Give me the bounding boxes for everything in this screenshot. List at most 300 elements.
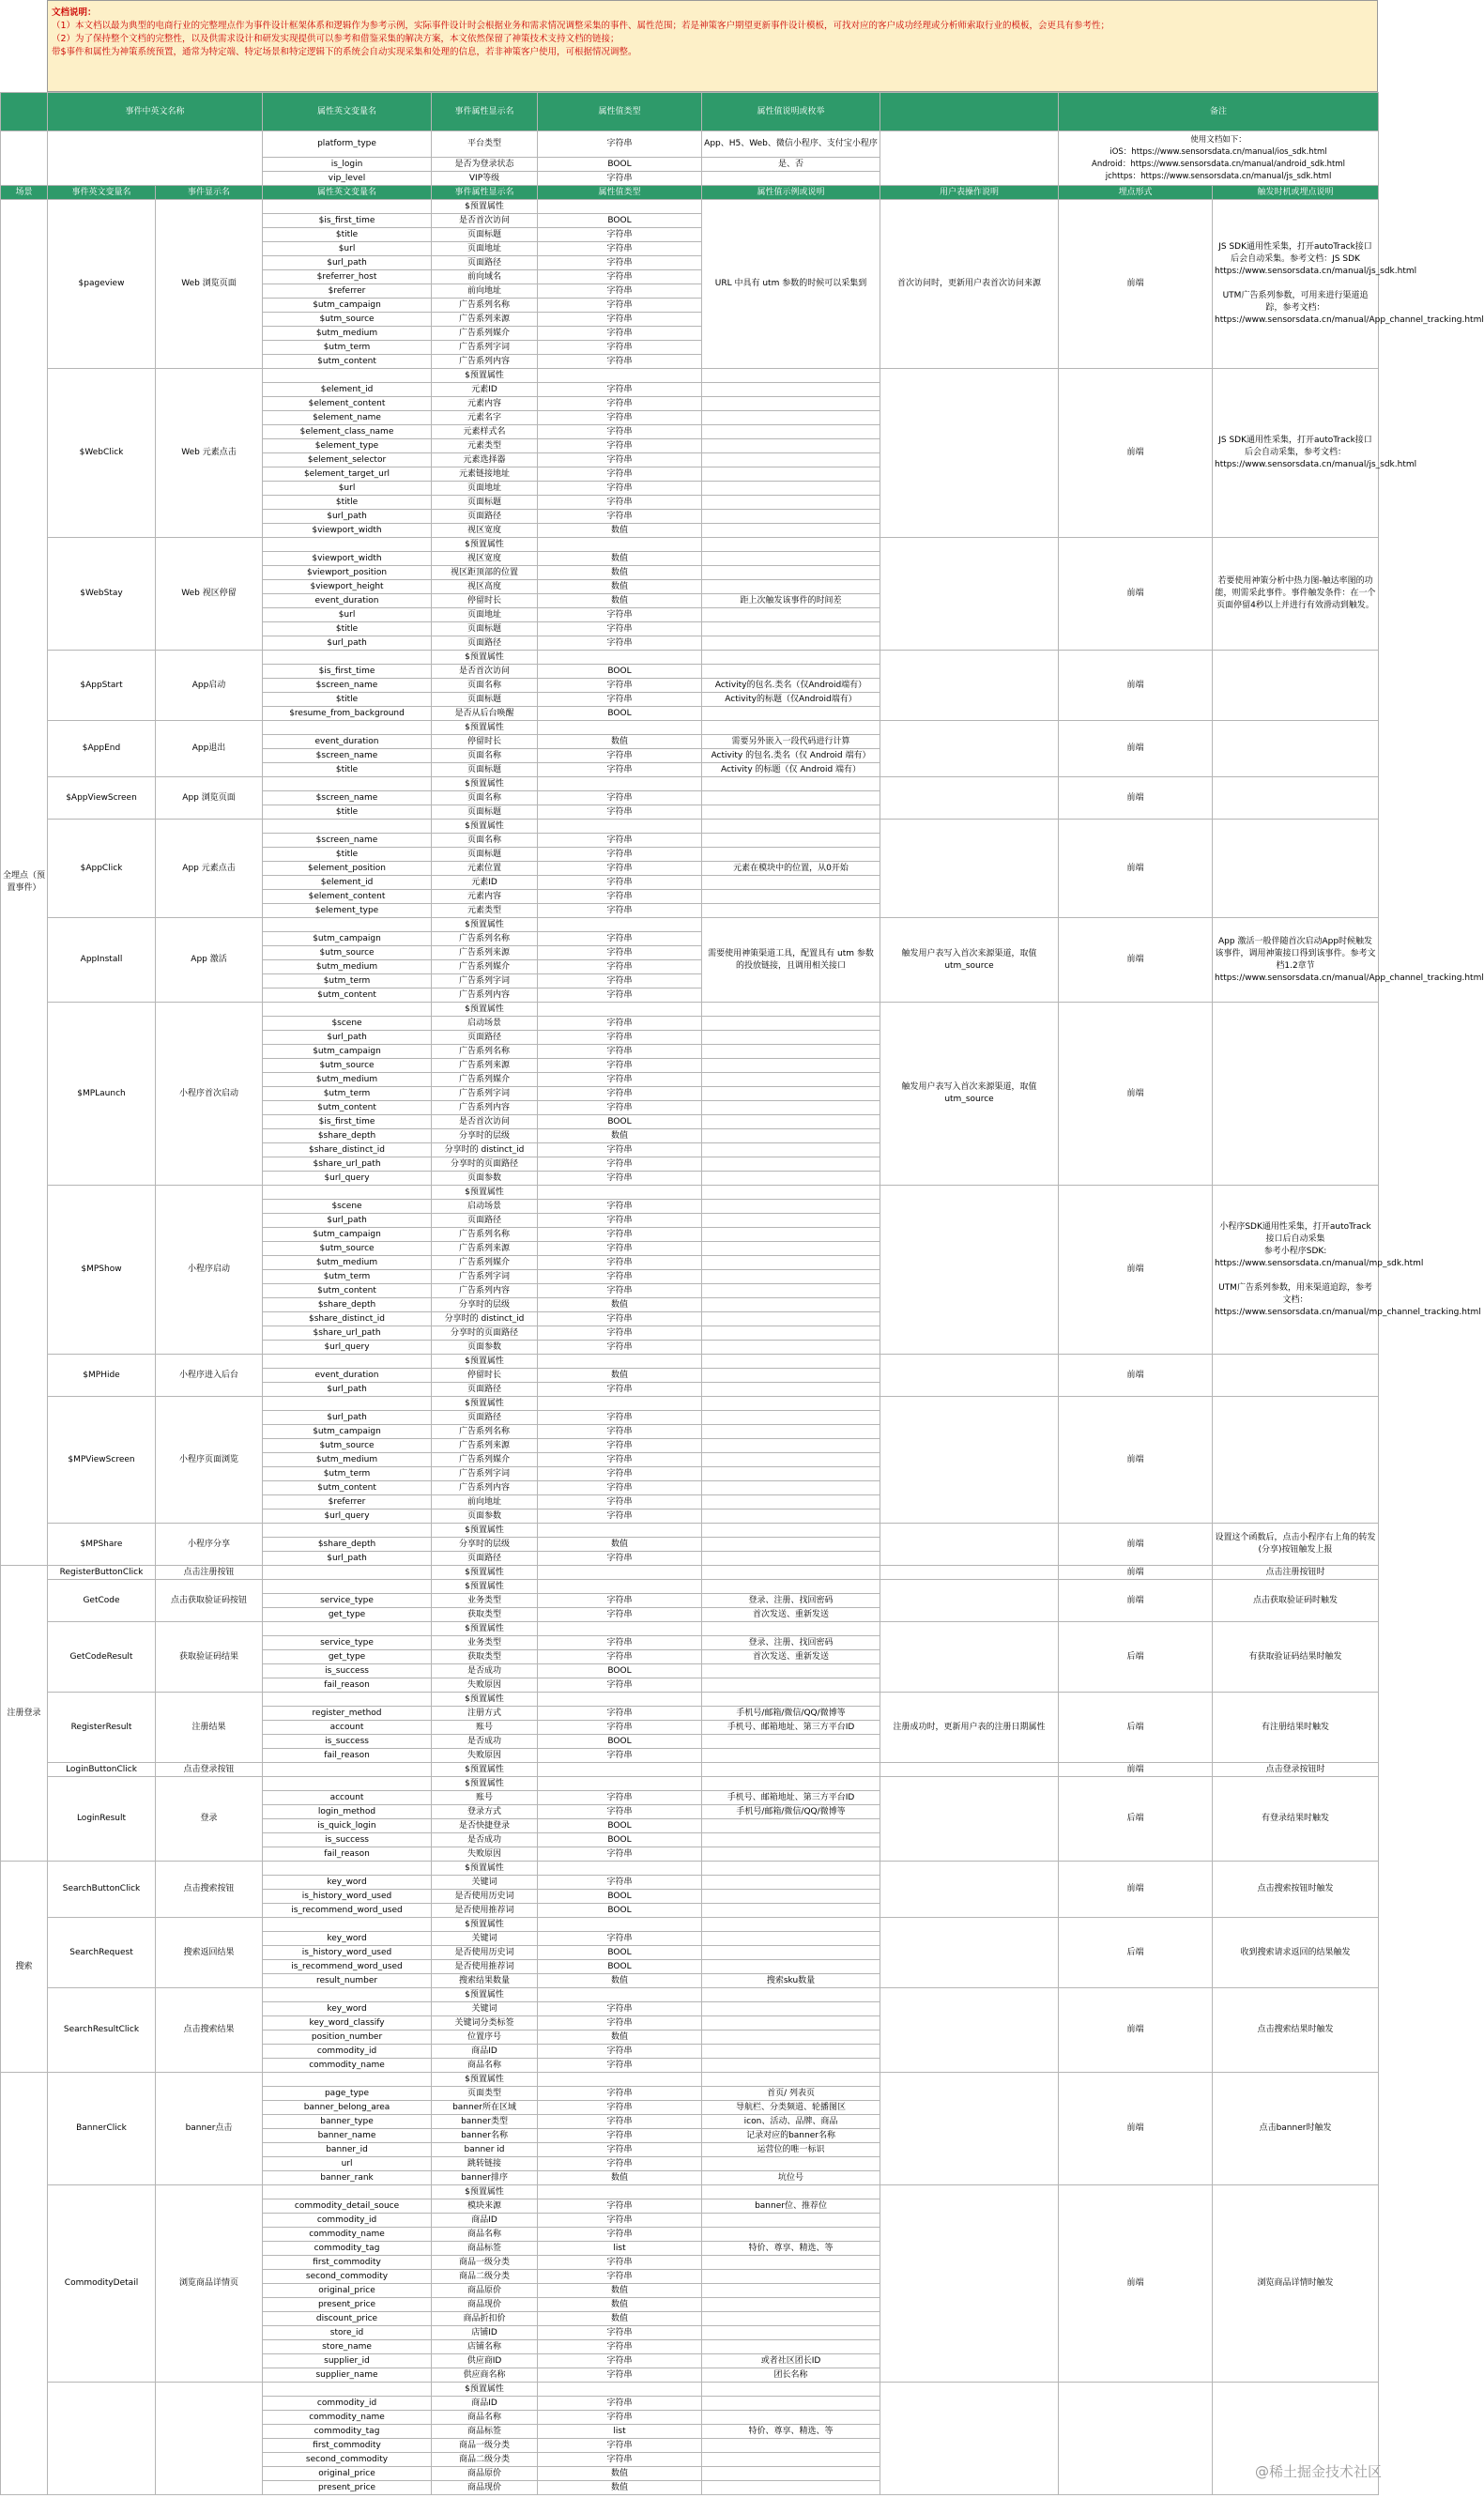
prop-example: [702, 1833, 880, 1847]
prop-en: commodity_name: [263, 2059, 432, 2073]
prop-cn: 视区宽度: [432, 524, 538, 538]
track-form: 前端: [1059, 820, 1213, 918]
prop-type: 字符串: [538, 1791, 702, 1805]
prop-en: $url: [263, 242, 432, 256]
event-cn: 点击登录按钮: [156, 1763, 263, 1777]
prop-en: service_type: [263, 1594, 432, 1608]
trigger-desc: 有注册结果时触发: [1213, 1693, 1379, 1763]
prop-en: [263, 777, 432, 791]
prop-type: 数值: [538, 2171, 702, 2185]
prop-example: [702, 369, 880, 383]
prop-type: [538, 1566, 702, 1580]
prop-en: banner_belong_area: [263, 2101, 432, 2115]
event-cn: 登录: [156, 1777, 263, 1862]
event-cn: 点击获取验证码按钮: [156, 1580, 263, 1622]
prop-example: [702, 2214, 880, 2228]
prop-cn: 登录方式: [432, 1805, 538, 1819]
prop-en: $title: [263, 805, 432, 820]
prop-en: event_duration: [263, 1369, 432, 1383]
prop-example: 需要另外嵌入一段代码进行计算: [702, 735, 880, 749]
prop-en: store_id: [263, 2326, 432, 2340]
prop-en: service_type: [263, 1636, 432, 1650]
prop-example: banner位、推荐位: [702, 2199, 880, 2214]
event-en: $MPLaunch: [48, 1003, 156, 1186]
prop-en: $utm_source: [263, 1059, 432, 1073]
prop-en: fail_reason: [263, 1678, 432, 1693]
prop-en: $utm_campaign: [263, 932, 432, 946]
prop-cn: 页面路径: [432, 1031, 538, 1045]
prop-en: $element_position: [263, 862, 432, 876]
prop-type: 字符串: [538, 1510, 702, 1524]
prop-en: $url_path: [263, 510, 432, 524]
event-cn: 搜索返回结果: [156, 1918, 263, 1988]
prop-type: BOOL: [538, 707, 702, 721]
header-cell: 用户表操作说明: [880, 186, 1059, 200]
prop-cn: 视区高度: [432, 580, 538, 594]
prop-example: [702, 904, 880, 918]
prop-type: 字符串: [538, 848, 702, 862]
prop-en: $is_first_time: [263, 1115, 432, 1129]
prop-en: banner_type: [263, 2115, 432, 2129]
prop-example: [702, 1819, 880, 1833]
prop-example: [702, 2270, 880, 2284]
preset-label: $预置属性: [432, 1918, 538, 1932]
prop-cn: 是否为登录状态: [432, 158, 538, 172]
prop-cn: 关键词分类标签: [432, 2016, 538, 2031]
prop-cn: 元素名字: [432, 411, 538, 425]
prop-en: commodity_name: [263, 2228, 432, 2242]
prop-en: fail_reason: [263, 1847, 432, 1862]
track-form: 前端: [1059, 538, 1213, 651]
prop-cn: 广告系列名称: [432, 932, 538, 946]
prop-cn: 是否首次访问: [432, 665, 538, 679]
event-cn: 点击搜索按钮: [156, 1862, 263, 1918]
prop-type: [538, 1397, 702, 1411]
prop-en: $utm_medium: [263, 1256, 432, 1270]
event-cn: 注册结果: [156, 1693, 263, 1763]
prop-en: $referrer: [263, 1495, 432, 1510]
prop-en: is_quick_login: [263, 1819, 432, 1833]
trigger-desc: 点击搜索结果时触发: [1213, 1988, 1379, 2073]
user-op: [880, 1988, 1059, 2073]
user-op: [880, 651, 1059, 721]
prop-en: register_method: [263, 1707, 432, 1721]
prop-type: 字符串: [538, 284, 702, 299]
prop-type: 字符串: [538, 2368, 702, 2383]
prop-type: 字符串: [538, 228, 702, 242]
prop-cn: 页面标题: [432, 228, 538, 242]
prop-type: 字符串: [538, 453, 702, 467]
prop-en: [263, 721, 432, 735]
prop-cn: 前向域名: [432, 270, 538, 284]
user-op: [880, 1566, 1059, 1580]
prop-cn: 元素样式名: [432, 425, 538, 439]
trigger-desc: [1213, 721, 1379, 777]
prop-en: event_duration: [263, 735, 432, 749]
prop-cn: 启动场景: [432, 1017, 538, 1031]
event-cn: App退出: [156, 721, 263, 777]
preset-label: $预置属性: [432, 1777, 538, 1791]
prop-en: page_type: [263, 2087, 432, 2101]
prop-type: [538, 1988, 702, 2002]
blank-cell: [48, 131, 263, 186]
prop-type: 字符串: [538, 439, 702, 453]
prop-cn: 元素ID: [432, 876, 538, 890]
header-cell: 属性英文变量名: [263, 93, 432, 131]
prop-cn: 广告系列字词: [432, 341, 538, 355]
prop-en: $title: [263, 763, 432, 777]
prop-type: 数值: [538, 2031, 702, 2045]
user-op: [880, 1580, 1059, 1622]
prop-en: $utm_campaign: [263, 1228, 432, 1242]
prop-en: is_success: [263, 1833, 432, 1847]
user-op: [880, 369, 1059, 538]
trigger-desc: 小程序SDK通用性采集，打开autoTrack 接口后自动采集 参考小程序SDK: https://www.sensorsdata.cn/manual/mp_sdk.html UTM广告系列参数，用来渠道追踪，参考文档：https://www.sensorsdata.cn/manual/mp_channel_tracking.html: [1213, 1186, 1379, 1355]
prop-cn: 页面参数: [432, 1172, 538, 1186]
prop-en: $utm_content: [263, 1481, 432, 1495]
prop-example: [702, 2411, 880, 2425]
prop-type: 字符串: [538, 1214, 702, 1228]
prop-type: 字符串: [538, 890, 702, 904]
prop-type: 字符串: [538, 1495, 702, 1510]
prop-type: 字符串: [538, 411, 702, 425]
scene-label: 全埋点（预置事件）: [1, 200, 48, 1566]
prop-type: 字符串: [538, 1411, 702, 1425]
prop-type: 字符串: [538, 2214, 702, 2228]
prop-cn: 是否成功: [432, 1833, 538, 1847]
trigger-desc: 有获取验证码结果时触发: [1213, 1622, 1379, 1693]
prop-cn: 是否成功: [432, 1664, 538, 1678]
prop-type: 字符串: [538, 2439, 702, 2453]
prop-cn: 广告系列内容: [432, 355, 538, 369]
prop-example: [702, 1298, 880, 1312]
prop-example: [702, 496, 880, 510]
prop-cn: 页面路径: [432, 1214, 538, 1228]
prop-type: BOOL: [538, 1664, 702, 1678]
prop-en: commodity_id: [263, 2045, 432, 2059]
preset-label: $预置属性: [432, 1397, 538, 1411]
prop-cn: 广告系列内容: [432, 1101, 538, 1115]
prop-type: 字符串: [538, 1481, 702, 1495]
prop-type: 字符串: [538, 1157, 702, 1172]
prop-cn: 广告系列来源: [432, 946, 538, 960]
prop-type: BOOL: [538, 158, 702, 172]
prop-en: $utm_term: [263, 1087, 432, 1101]
prop-cn: 页面参数: [432, 1510, 538, 1524]
prop-example: [702, 2045, 880, 2059]
prop-type: 字符串: [538, 1721, 702, 1735]
track-form: 前端: [1059, 651, 1213, 721]
prop-en: $utm_source: [263, 946, 432, 960]
prop-example: [702, 411, 880, 425]
prop-en: $url_path: [263, 1552, 432, 1566]
prop-desc: 是、否: [702, 158, 880, 172]
prop-en: $utm_term: [263, 974, 432, 988]
trigger-desc: [1213, 777, 1379, 820]
prop-en: get_type: [263, 1650, 432, 1664]
prop-cn: 页面地址: [432, 608, 538, 622]
prop-type: 数值: [538, 580, 702, 594]
prop-type: 字符串: [538, 467, 702, 482]
prop-cn: 失败原因: [432, 1847, 538, 1862]
prop-type: 数值: [538, 566, 702, 580]
prop-cn: 是否首次访问: [432, 214, 538, 228]
prop-example: [702, 1003, 880, 1017]
prop-cn: 广告系列内容: [432, 1481, 538, 1495]
user-op: [880, 1355, 1059, 1397]
prop-desc: [702, 172, 880, 186]
prop-type: 字符串: [538, 1678, 702, 1693]
prop-en: [263, 1186, 432, 1200]
prop-en: $share_depth: [263, 1298, 432, 1312]
trigger-desc: [1213, 1003, 1379, 1186]
prop-en: [263, 1003, 432, 1017]
track-form: 前端: [1059, 2185, 1213, 2383]
prop-example: [702, 1988, 880, 2002]
event-cn: 点击注册按钮: [156, 1566, 263, 1580]
user-op: [880, 1186, 1059, 1355]
prop-cn: 商品名称: [432, 2411, 538, 2425]
prop-en: $title: [263, 496, 432, 510]
prop-type: 字符串: [538, 496, 702, 510]
blank-cell: [1, 131, 48, 186]
prop-example: [702, 1425, 880, 1439]
prop-cn: 商品一级分类: [432, 2256, 538, 2270]
event-en: LoginResult: [48, 1777, 156, 1862]
prop-type: 字符串: [538, 2143, 702, 2157]
prop-example: [702, 1157, 880, 1172]
prop-example: [702, 425, 880, 439]
prop-example: [702, 2326, 880, 2340]
prop-example: [702, 538, 880, 552]
prop-cn: 元素内容: [432, 890, 538, 904]
prop-example: 首次发送、重新发送: [702, 1608, 880, 1622]
trigger-desc: 点击搜索按钮时触发: [1213, 1862, 1379, 1918]
prop-en: is_success: [263, 1735, 432, 1749]
prop-type: BOOL: [538, 1904, 702, 1918]
prop-cn: 是否快捷登录: [432, 1819, 538, 1833]
track-form: 前端: [1059, 777, 1213, 820]
prop-cn: 广告系列内容: [432, 988, 538, 1003]
prop-type: [538, 2185, 702, 2199]
event-cn: Web 元素点击: [156, 369, 263, 538]
prop-type: 字符串: [538, 1242, 702, 1256]
track-form: 前端: [1059, 1988, 1213, 2073]
user-op: [880, 2073, 1059, 2185]
prop-example: [702, 1932, 880, 1946]
trigger-desc: [1213, 1397, 1379, 1524]
prop-example: 搜索sku数量: [702, 1974, 880, 1988]
prop-type: 数值: [538, 2312, 702, 2326]
prop-type: 数值: [538, 524, 702, 538]
prop-example: [702, 1552, 880, 1566]
prop-type: 字符串: [538, 2228, 702, 2242]
prop-type: 数值: [538, 1129, 702, 1143]
prop-example: [702, 2397, 880, 2411]
prop-example: [702, 1904, 880, 1918]
prop-type: [538, 1003, 702, 1017]
prop-en: second_commodity: [263, 2270, 432, 2284]
prop-type: 字符串: [538, 2256, 702, 2270]
event-cn: 点击搜索结果: [156, 1988, 263, 2073]
watermark: @稀土掘金技术社区: [1254, 2463, 1382, 2480]
event-cn: Web 浏览页面: [156, 200, 263, 369]
prop-example: 登录、注册、找回密码: [702, 1594, 880, 1608]
event-en: $AppEnd: [48, 721, 156, 777]
header-cell: 备注: [1059, 93, 1379, 131]
prop-example: 手机号、邮箱地址、第三方平台ID: [702, 1721, 880, 1735]
prop-en: $share_distinct_id: [263, 1312, 432, 1326]
prop-example: 特价、尊享、精选、等: [702, 2425, 880, 2439]
prop-example: [702, 1538, 880, 1552]
prop-cn: 分享时的层级: [432, 1129, 538, 1143]
prop-cn: 广告系列名称: [432, 1228, 538, 1242]
prop-cn: 页面类型: [432, 2087, 538, 2101]
prop-en: $url_path: [263, 1411, 432, 1425]
prop-en: commodity_detail_souce: [263, 2199, 432, 2214]
prop-cn: 获取类型: [432, 1650, 538, 1664]
prop-type: 字符串: [538, 1636, 702, 1650]
prop-example: 团长名称: [702, 2368, 880, 2383]
prop-en: [263, 820, 432, 834]
prop-en: $is_first_time: [263, 214, 432, 228]
prop-type: 字符串: [538, 2453, 702, 2467]
prop-en: $utm_term: [263, 1270, 432, 1284]
prop-en: $title: [263, 693, 432, 707]
prop-en: $utm_medium: [263, 1073, 432, 1087]
prop-example: 导航栏、分类频道、轮播图区: [702, 2101, 880, 2115]
prop-cn: 商品标签: [432, 2242, 538, 2256]
prop-type: BOOL: [538, 1960, 702, 1974]
prop-example: [702, 2467, 880, 2481]
prop-cn: 广告系列来源: [432, 1439, 538, 1453]
event-cn: App 浏览页面: [156, 777, 263, 820]
prop-type: [538, 1777, 702, 1791]
track-form: 后端: [1059, 1918, 1213, 1988]
event-en: GetCodeResult: [48, 1622, 156, 1693]
prop-cn: 广告系列内容: [432, 1284, 538, 1298]
prop-type: 字符串: [538, 242, 702, 256]
event-cn: App 元素点击: [156, 820, 263, 918]
prop-type: 字符串: [538, 2016, 702, 2031]
preset-label: $预置属性: [432, 1580, 538, 1594]
prop-example: [702, 2185, 880, 2199]
prop-example: [702, 1284, 880, 1298]
prop-en: $url_query: [263, 1172, 432, 1186]
prop-type: 字符串: [538, 1284, 702, 1298]
prop-cn: 广告系列字词: [432, 1467, 538, 1481]
prop-en: $element_content: [263, 890, 432, 904]
prop-cn: 商品原价: [432, 2284, 538, 2298]
user-op: [880, 1777, 1059, 1862]
prop-example: [702, 1031, 880, 1045]
prop-type: 字符串: [538, 693, 702, 707]
prop-en: $screen_name: [263, 679, 432, 693]
prop-en: $title: [263, 848, 432, 862]
prop-en: account: [263, 1721, 432, 1735]
prop-type: 字符串: [538, 1594, 702, 1608]
prop-type: list: [538, 2242, 702, 2256]
track-form: 后端: [1059, 1693, 1213, 1763]
track-form: 后端: [1059, 1622, 1213, 1693]
prop-example: [702, 1129, 880, 1143]
prop-en: position_number: [263, 2031, 432, 2045]
user-op: 触发用户表写入首次来源渠道，取值utm_source: [880, 1003, 1059, 1186]
prop-en: $referrer_host: [263, 270, 432, 284]
prop-type: [538, 1580, 702, 1594]
prop-cn: 页面路径: [432, 1383, 538, 1397]
track-form: 前端: [1059, 1397, 1213, 1524]
prop-type: 字符串: [538, 383, 702, 397]
prop-desc: App、H5、Web、微信小程序、支付宝小程序: [702, 131, 880, 158]
prop-en: $utm_medium: [263, 960, 432, 974]
prop-cn: 页面标题: [432, 848, 538, 862]
prop-type: 字符串: [538, 1256, 702, 1270]
track-form: 前端: [1059, 1186, 1213, 1355]
prop-type: [538, 1355, 702, 1369]
prop-cn: 关键词: [432, 1932, 538, 1946]
preset-label: $预置属性: [432, 1186, 538, 1200]
prop-example: [702, 1045, 880, 1059]
prop-cn: 是否成功: [432, 1735, 538, 1749]
prop-en: is_history_word_used: [263, 1946, 432, 1960]
prop-en: [263, 1693, 432, 1707]
prop-en: [263, 1566, 432, 1580]
prop-cn: 元素类型: [432, 904, 538, 918]
prop-type: 字符串: [538, 791, 702, 805]
prop-type: 字符串: [538, 1045, 702, 1059]
user-op: [880, 721, 1059, 777]
preset-label: $预置属性: [432, 918, 538, 932]
prop-example: [702, 1186, 880, 1200]
preset-label: $预置属性: [432, 1988, 538, 2002]
prop-type: [538, 918, 702, 932]
track-form: [1059, 2383, 1213, 2495]
prop-example: [702, 2002, 880, 2016]
document-notes: [47, 0, 1378, 92]
prop-en: supplier_name: [263, 2368, 432, 2383]
prop-en: login_method: [263, 1805, 432, 1819]
event-en: $AppClick: [48, 820, 156, 918]
prop-type: 字符串: [538, 1326, 702, 1341]
prop-type: 数值: [538, 552, 702, 566]
prop-cn: 业务类型: [432, 1636, 538, 1650]
prop-type: 字符串: [538, 1425, 702, 1439]
prop-en: [263, 918, 432, 932]
prop-example: [702, 707, 880, 721]
prop-cn: 商品折扣价: [432, 2312, 538, 2326]
prop-type: 字符串: [538, 2045, 702, 2059]
prop-cn: 广告系列字词: [432, 1087, 538, 1101]
prop-type: 字符串: [538, 1087, 702, 1101]
event-en: RegisterResult: [48, 1693, 156, 1763]
prop-example: [702, 482, 880, 496]
prop-type: [538, 1862, 702, 1876]
prop-en: $is_first_time: [263, 665, 432, 679]
prop-cn: 广告系列名称: [432, 1425, 538, 1439]
prop-en: commodity_id: [263, 2214, 432, 2228]
prop-type: 字符串: [538, 1341, 702, 1355]
prop-example: icon、活动、品牌、商品: [702, 2115, 880, 2129]
prop-example: [702, 636, 880, 651]
prop-en: [263, 1622, 432, 1636]
prop-cn: 广告系列来源: [432, 1059, 538, 1073]
prop-example: [702, 622, 880, 636]
preset-label: $预置属性: [432, 369, 538, 383]
prop-cn: 页面路径: [432, 636, 538, 651]
prop-type: 字符串: [538, 862, 702, 876]
prop-type: 字符串: [538, 988, 702, 1003]
